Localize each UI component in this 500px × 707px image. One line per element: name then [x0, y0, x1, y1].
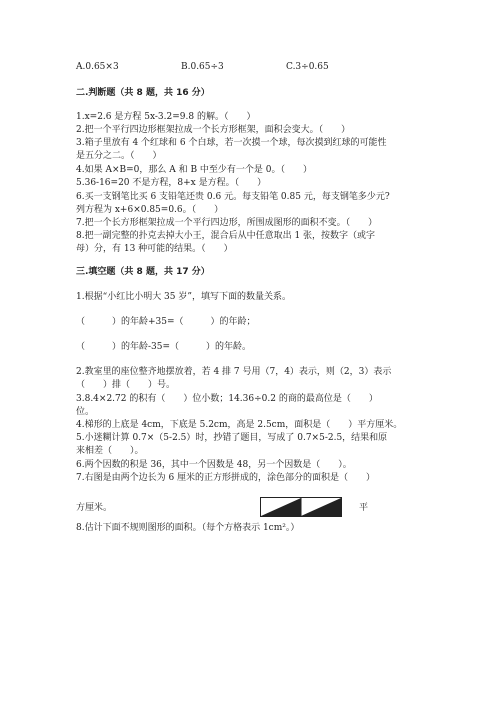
fill-item-3-cont: 位。: [76, 407, 95, 417]
fill-item-4: 4.梯形的上底是 4cm，下底是 5.2cm，高是 2.5cm，面积是（ ）平方厘米。: [76, 420, 403, 430]
fill-item-2-cont: （ ）排（ ）号。: [76, 380, 176, 390]
judge-item-1: 1.x=2.6 是方程 5x-3.2=9.8 的解。（ ）: [76, 112, 256, 122]
judge-item-5: 5.36-16=20 不是方程，8+x 是方程。（ ）: [76, 178, 267, 188]
fill-item-8: 8.估计下面不规则图形的面积。（每个方格表示 1cm²。）: [76, 523, 300, 533]
fill-item-3: 3.8.4×2.72 的积有（ ）位小数；14.36÷0.2 的商的最高位是（ ）: [76, 394, 378, 404]
fill-item-7-unit-tail: 平: [359, 503, 369, 513]
judge-item-6: 6.买一支钢笔比买 6 支铅笔还贵 0.6 元。每支铅笔 0.85 元，每支钢笔多少元?: [76, 192, 390, 202]
judge-item-3: 3.箱子里放有 4 个红球和 6 个白球，若一次摸一个球，每次摸到红球的可能性: [76, 138, 387, 148]
fill-item-6: 6.两个因数的积是 36，其中一个因数是 48，另一个因数是（ ）。: [76, 460, 352, 470]
fill-item-5-cont: 来相差（ ）。: [76, 446, 144, 456]
judge-item-8-cont: 母）分，有 13 种可能的结果。（ ）: [76, 244, 233, 254]
section-2-title: 二.判断题（共 8 题，共 16 分）: [76, 88, 210, 98]
section-3-title: 三.填空题（共 8 题，共 17 分）: [76, 267, 210, 277]
fill-item-1-row-2: （ ）的年龄-35=（ ）的年龄。: [76, 342, 252, 352]
option-a: A.0.65×3: [76, 62, 119, 72]
judge-item-2: 2.把一个平行四边形框架拉成一个长方形框架，面积会变大。（ ）: [76, 125, 351, 135]
judge-item-3-cont: 是五分之二。（ ）: [76, 151, 162, 161]
judge-item-7: 7.把一个长方形框架拉成一个平行四边形，所围成图形的面积不变。（ ）: [76, 218, 378, 228]
shaded-triangles-icon: [261, 498, 341, 516]
option-c: C.3÷0.65: [286, 62, 329, 72]
fill-item-1: 1.根据“小红比小明大 35 岁”，填写下面的数量关系。: [76, 292, 291, 302]
judge-item-6-cont: 列方程为 x+6×0.85=0.6。（ ）: [76, 205, 224, 215]
judge-item-4: 4.如果 A×B=0，那么 A 和 B 中至少有一个是 0。（ ）: [76, 165, 313, 175]
fill-item-1-row-1: （ ）的年龄+35=（ ）的年龄；: [76, 317, 256, 327]
fill-item-7-cont: 方厘米。: [76, 503, 113, 513]
judge-item-8: 8.把一副完整的扑克去掉大小王，混合后从中任意取出 1 张，按数字（或字: [76, 231, 376, 241]
two-squares-figure: [260, 497, 342, 517]
fill-item-7: 7.右图是由两个边长为 6 厘米的正方形拼成的，涂色部分的面积是（ ）: [76, 473, 376, 483]
fill-item-5: 5.小迷糊计算 0.7×（5-2.5）时，抄错了题目，写成了 0.7×5-2.5，结果和原: [76, 433, 388, 443]
fill-item-2: 2.教室里的座位整齐地摆放着，若 4 排 7 号用（7，4）表示，则（2，3）表示: [76, 367, 392, 377]
option-b: B.0.65÷3: [181, 62, 224, 72]
